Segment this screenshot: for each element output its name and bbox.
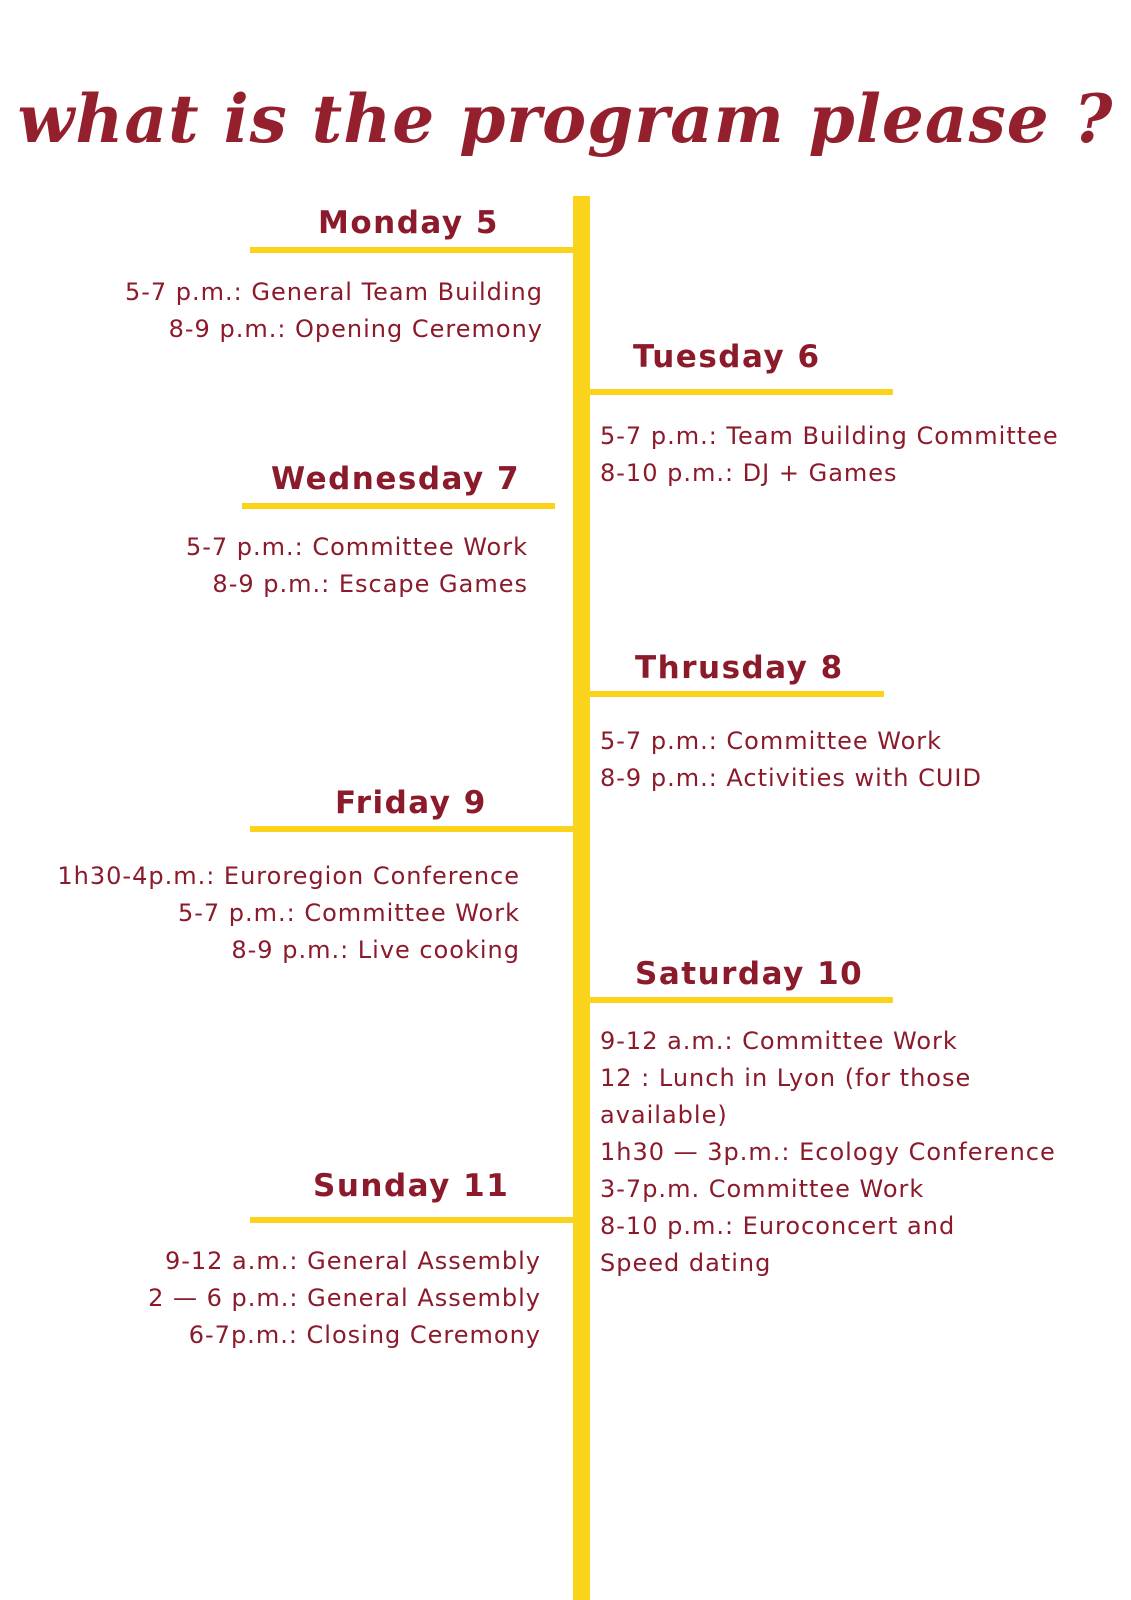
- day-heading-saturday: Saturday 10: [635, 956, 864, 992]
- day-heading-thursday: Thrusday 8: [635, 650, 844, 686]
- timeline-spine: [573, 196, 590, 1600]
- schedule-item: 8-9 p.m.: Opening Ceremony: [168, 315, 543, 343]
- schedule-item: 5-7 p.m.: Committee Work: [185, 533, 528, 561]
- schedule-item: 1h30-4p.m.: Euroregion Conference: [57, 862, 520, 890]
- day-rule-sunday: [250, 1217, 575, 1223]
- schedule-item: 8-9 p.m.: Escape Games: [212, 570, 528, 598]
- schedule-item: 1h30 — 3p.m.: Ecology Conference: [600, 1138, 1056, 1166]
- schedule-item: 6-7p.m.: Closing Ceremony: [188, 1321, 541, 1349]
- schedule-item: 9-12 a.m.: Committee Work: [600, 1027, 958, 1055]
- day-rule-wednesday: [242, 503, 555, 509]
- day-rule-saturday: [588, 997, 893, 1003]
- day-schedule-tuesday: [600, 418, 1059, 492]
- day-schedule-wednesday: [186, 529, 528, 603]
- schedule-item: 5-7 p.m.: Committee Work: [600, 727, 943, 755]
- day-schedule-monday: [125, 274, 543, 348]
- schedule-item: 8-9 p.m.: Live cooking: [231, 936, 520, 964]
- day-rule-thursday: [588, 691, 884, 697]
- schedule-item: available): [600, 1101, 728, 1129]
- schedule-item: 5-7 p.m.: General Team Building: [124, 278, 543, 306]
- day-rule-tuesday: [588, 389, 893, 395]
- schedule-item: 5-7 p.m.: Team Building Committee: [600, 422, 1059, 450]
- day-heading-tuesday: Tuesday 6: [633, 339, 821, 375]
- schedule-item: 8-10 p.m.: DJ + Games: [600, 459, 898, 487]
- day-heading-friday: Friday 9: [335, 785, 487, 821]
- day-rule-monday: [250, 247, 575, 253]
- day-heading-wednesday: Wednesday 7: [271, 461, 521, 497]
- schedule-item: 5-7 p.m.: Committee Work: [177, 899, 520, 927]
- schedule-item: 8-10 p.m.: Euroconcert and: [600, 1212, 956, 1240]
- schedule-item: Speed dating: [600, 1249, 772, 1277]
- day-schedule-thursday: [600, 723, 982, 797]
- day-schedule-friday: [57, 858, 520, 969]
- day-heading-monday: Monday 5: [318, 205, 499, 241]
- schedule-item: 2 — 6 p.m.: General Assembly: [148, 1284, 541, 1312]
- page-title: what is the program please ?: [17, 80, 1114, 158]
- schedule-item: 3-7p.m. Committee Work: [600, 1175, 925, 1203]
- schedule-item: 8-9 p.m.: Activities with CUID: [600, 764, 982, 792]
- schedule-item: 9-12 a.m.: General Assembly: [164, 1247, 541, 1275]
- schedule-item: 12 : Lunch in Lyon (for those: [600, 1064, 972, 1092]
- day-schedule-sunday: [148, 1243, 541, 1354]
- day-rule-friday: [250, 826, 575, 832]
- day-schedule-saturday: [600, 1023, 1056, 1282]
- day-heading-sunday: Sunday 11: [313, 1168, 510, 1204]
